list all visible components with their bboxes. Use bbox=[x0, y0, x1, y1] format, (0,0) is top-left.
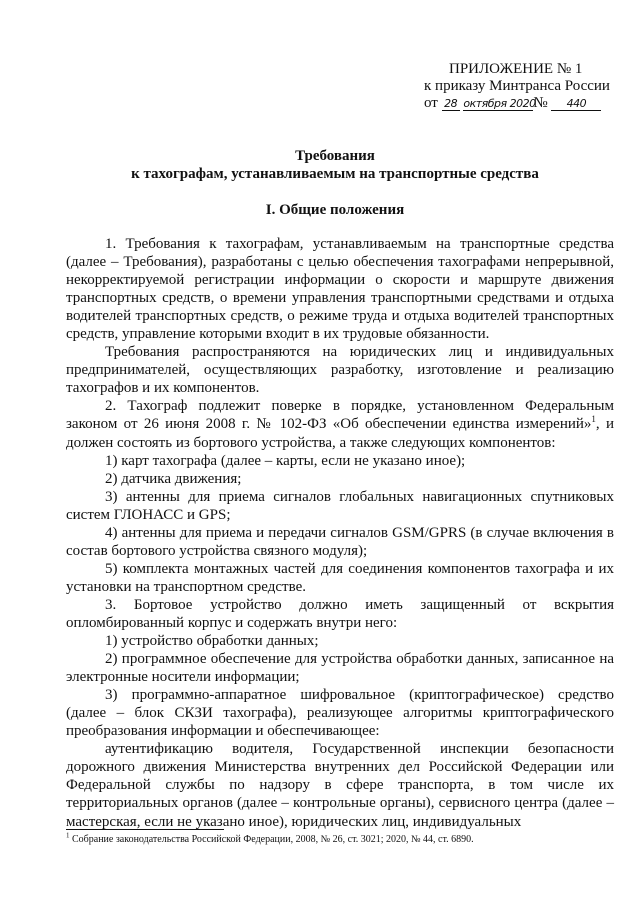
paragraph: 5) комплекта монтажных частей для соединения компонентов тахографа и их установки на транспортном средстве. bbox=[66, 560, 614, 595]
paragraph bbox=[66, 397, 614, 451]
footnote-mark: 1 bbox=[66, 831, 70, 840]
date-prefix: от bbox=[424, 95, 438, 111]
paragraph: 1) устройство обработки данных; bbox=[105, 633, 319, 650]
paragraph-text: , и должен состоять из бортового устройства, а также следующих компонентов: bbox=[66, 416, 614, 451]
number-sign: № bbox=[533, 95, 548, 111]
appendix-date-line bbox=[424, 95, 620, 112]
paragraph: 2) датчика движения; bbox=[105, 470, 242, 487]
paragraph: 3) программно-аппаратное шифровальное (криптографическое) средство (далее – блок СКЗИ тахографа), реализующее алгоритмы криптографического преобразования информации и обеспечивающее: bbox=[66, 687, 614, 740]
handwritten-order-number: 440 bbox=[551, 97, 601, 111]
appendix-order: к приказу Минтранса России bbox=[424, 78, 610, 94]
footnote-divider bbox=[66, 829, 224, 830]
footnote-text: Собрание законодательства Российской Федерации, 2008, № 26, ст. 3021; 2020, № 44, ст. 6890. bbox=[72, 834, 474, 845]
document-subtitle: к тахографам, устанавливаемым на транспортные средства bbox=[131, 166, 539, 182]
footnote-reference: 1 bbox=[591, 414, 596, 425]
paragraph: Требования распространяются на юридических лиц и индивидуальных предпринимателей, осуществляющих разработку, изготовление и реализацию тахографов и их компонентов. bbox=[66, 344, 614, 397]
paragraph: 2) программное обеспечение для устройства обработки данных, записанное на электронные носители информации; bbox=[66, 651, 614, 686]
handwritten-month-year: октября 2020 bbox=[463, 97, 536, 110]
footnote bbox=[66, 831, 626, 845]
paragraph: 1) карт тахографа (далее – карты, если не указано иное); bbox=[105, 452, 466, 469]
appendix-title: ПРИЛОЖЕНИЕ № 1 bbox=[449, 61, 583, 77]
paragraph: 3. Бортовое устройство должно иметь защищенный от вскрытия опломбированный корпус и содержать внутри него: bbox=[66, 596, 614, 631]
paragraph: 1. Требования к тахографам, устанавливаемым на транспортные средства (далее – Требования), разработаны с целью обеспечения тахографами непрерывной, некорректируемой регистрации информации о скорости и маршруте движения транспортных средств, о времени управления транспортными средствами и отдыха водителей транспортных средств, о режиме труда и отдыха водителей транспортных средств, управление которыми входит в их трудовые обязанности. bbox=[66, 236, 614, 343]
document-title: Требования bbox=[295, 148, 375, 164]
paragraph: 3) антенны для приема сигналов глобальных навигационных спутниковых систем ГЛОНАСС и GPS; bbox=[66, 488, 614, 523]
appendix-block bbox=[424, 61, 620, 112]
section-heading: I. Общие положения bbox=[265, 202, 405, 218]
paragraph: 4) антенны для приема и передачи сигналов GSM/GPRS (в случае включения в состав бортового устройства связного модуля); bbox=[66, 524, 614, 559]
handwritten-day: 28 bbox=[442, 97, 460, 111]
paragraph-text: 2. Тахограф подлежит поверке в порядке, установленном Федеральным законом от 26 июня 2008 г. № 102-ФЗ «Об обеспечении единства измерений» bbox=[66, 398, 614, 433]
document-body bbox=[66, 235, 614, 831]
paragraph: аутентификацию водителя, Государственной инспекции безопасности дорожного движения Министерства внутренних дел Российской Федерации или Федеральной службы по надзору в сфере транспорта, в том числе их территориальных органов (далее – контрольные органы), сервисного центра (далее – мастерская, если не указано иное), юридических лиц, индивидуальных bbox=[66, 741, 614, 830]
